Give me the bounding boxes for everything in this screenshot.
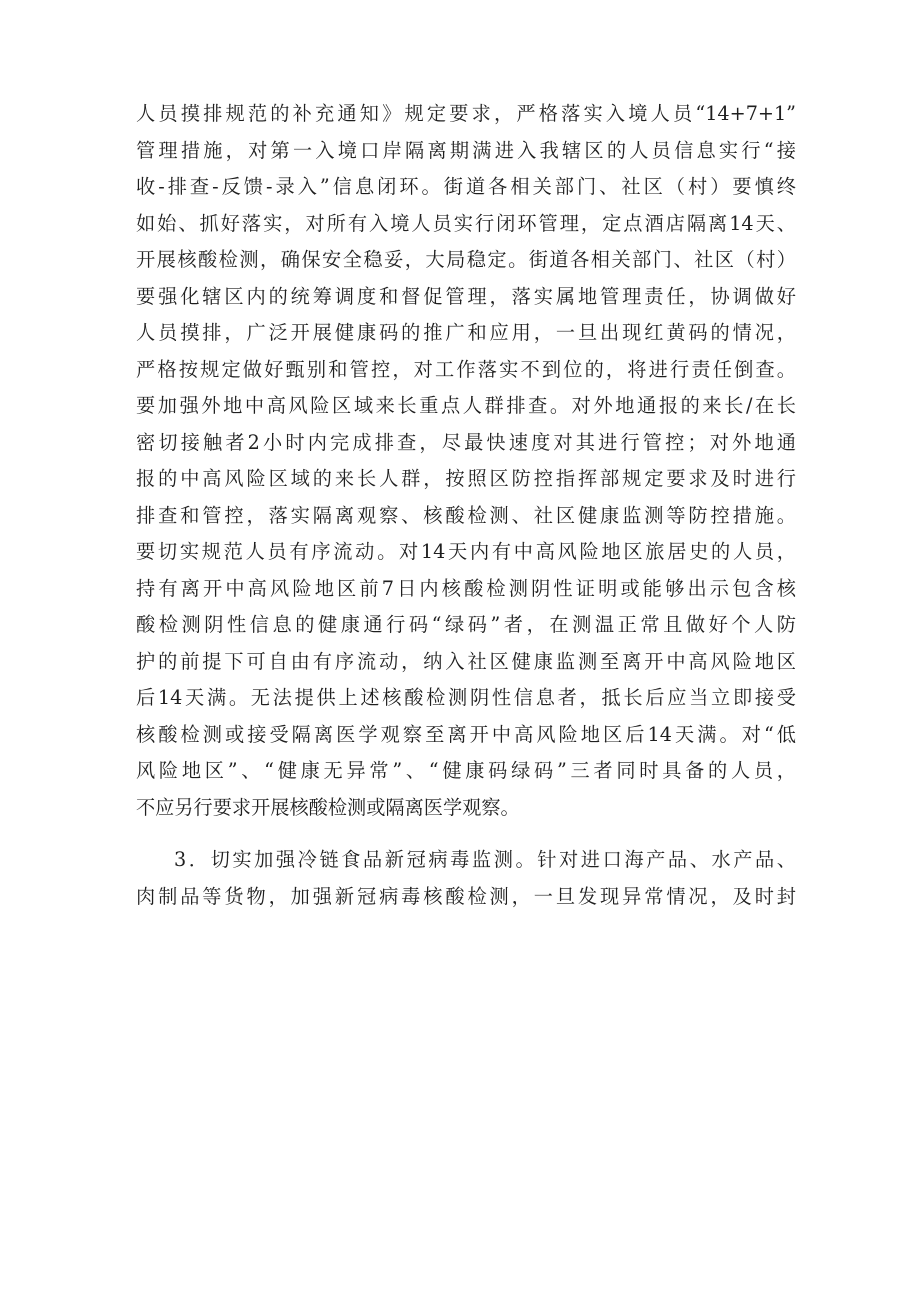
text-line: 酸检测阴性信息的健康通行码“绿码”者，在测温正常且做好个人防: [136, 613, 796, 636]
text-line: 持有离开中高风险地区前7日内核酸检测阴性证明或能够出示包含核: [136, 576, 796, 600]
text-line: 核酸检测或接受隔离医学观察至离开中高风险地区后14天满。对“低: [136, 722, 796, 746]
text-line: 风险地区”、“健康无异常”、“健康码绿码”三者同时具备的人员，: [136, 759, 796, 782]
paragraph-gap: [136, 826, 796, 842]
text-line: 管理措施，对第一入境口岸隔离期满进入我辖区的人员信息实行“接: [136, 138, 796, 162]
text-line: 后14天满。无法提供上述核酸检测阴性信息者，抵长后应当立即接受: [136, 686, 796, 709]
text-line: 开展核酸检测，确保安全稳妥，大局稳定。街道各相关部门、社区（村）: [136, 248, 796, 271]
paragraph-1: [136, 96, 796, 826]
text-line: 人员摸排规范的补充通知》规定要求，严格落实入境人员“14+7+1”: [136, 102, 796, 125]
text-line: 护的前提下可自由有序流动，纳入社区健康监测至离开中高风险地区: [136, 649, 796, 673]
text-line: 要强化辖区内的统筹调度和督促管理，落实属地管理责任，协调做好: [136, 284, 796, 308]
document-body: [136, 96, 796, 915]
text-line: 要切实规范人员有序流动。对14天内有中高风险地区旅居史的人员，: [136, 540, 796, 563]
text-line: 严格按规定做好甄别和管控，对工作落实不到位的，将进行责任倒查。: [136, 357, 796, 381]
paragraph-2: [136, 842, 796, 915]
text-line: 收-排查-反馈-录入”信息闭环。街道各相关部门、社区（村）要慎终: [136, 175, 796, 198]
text-line: 肉制品等货物，加强新冠病毒核酸检测，一旦发现异常情况，及时封: [136, 884, 796, 908]
text-line: 人员摸排，广泛开展健康码的推广和应用，一旦出现红黄码的情况，: [136, 321, 796, 344]
text-line: 3．切实加强冷链食品新冠病毒监测。针对进口海产品、水产品、: [174, 848, 796, 871]
text-line: 如始、抓好落实，对所有入境人员实行闭环管理，定点酒店隔离14天、: [136, 211, 796, 235]
text-line: 密切接触者2小时内完成排查，尽最快速度对其进行管控；对外地通: [136, 430, 796, 454]
text-line: 排查和管控，落实隔离观察、核酸检测、社区健康监测等防控措施。: [136, 503, 796, 527]
text-line: 报的中高风险区域的来长人群，按照区防控指挥部规定要求及时进行: [136, 467, 796, 490]
text-line: 要加强外地中高风险区域来长重点人群排查。对外地通报的来长/在长: [136, 394, 796, 417]
text-line: 不应另行要求开展核酸检测或隔离医学观察。: [136, 795, 520, 819]
